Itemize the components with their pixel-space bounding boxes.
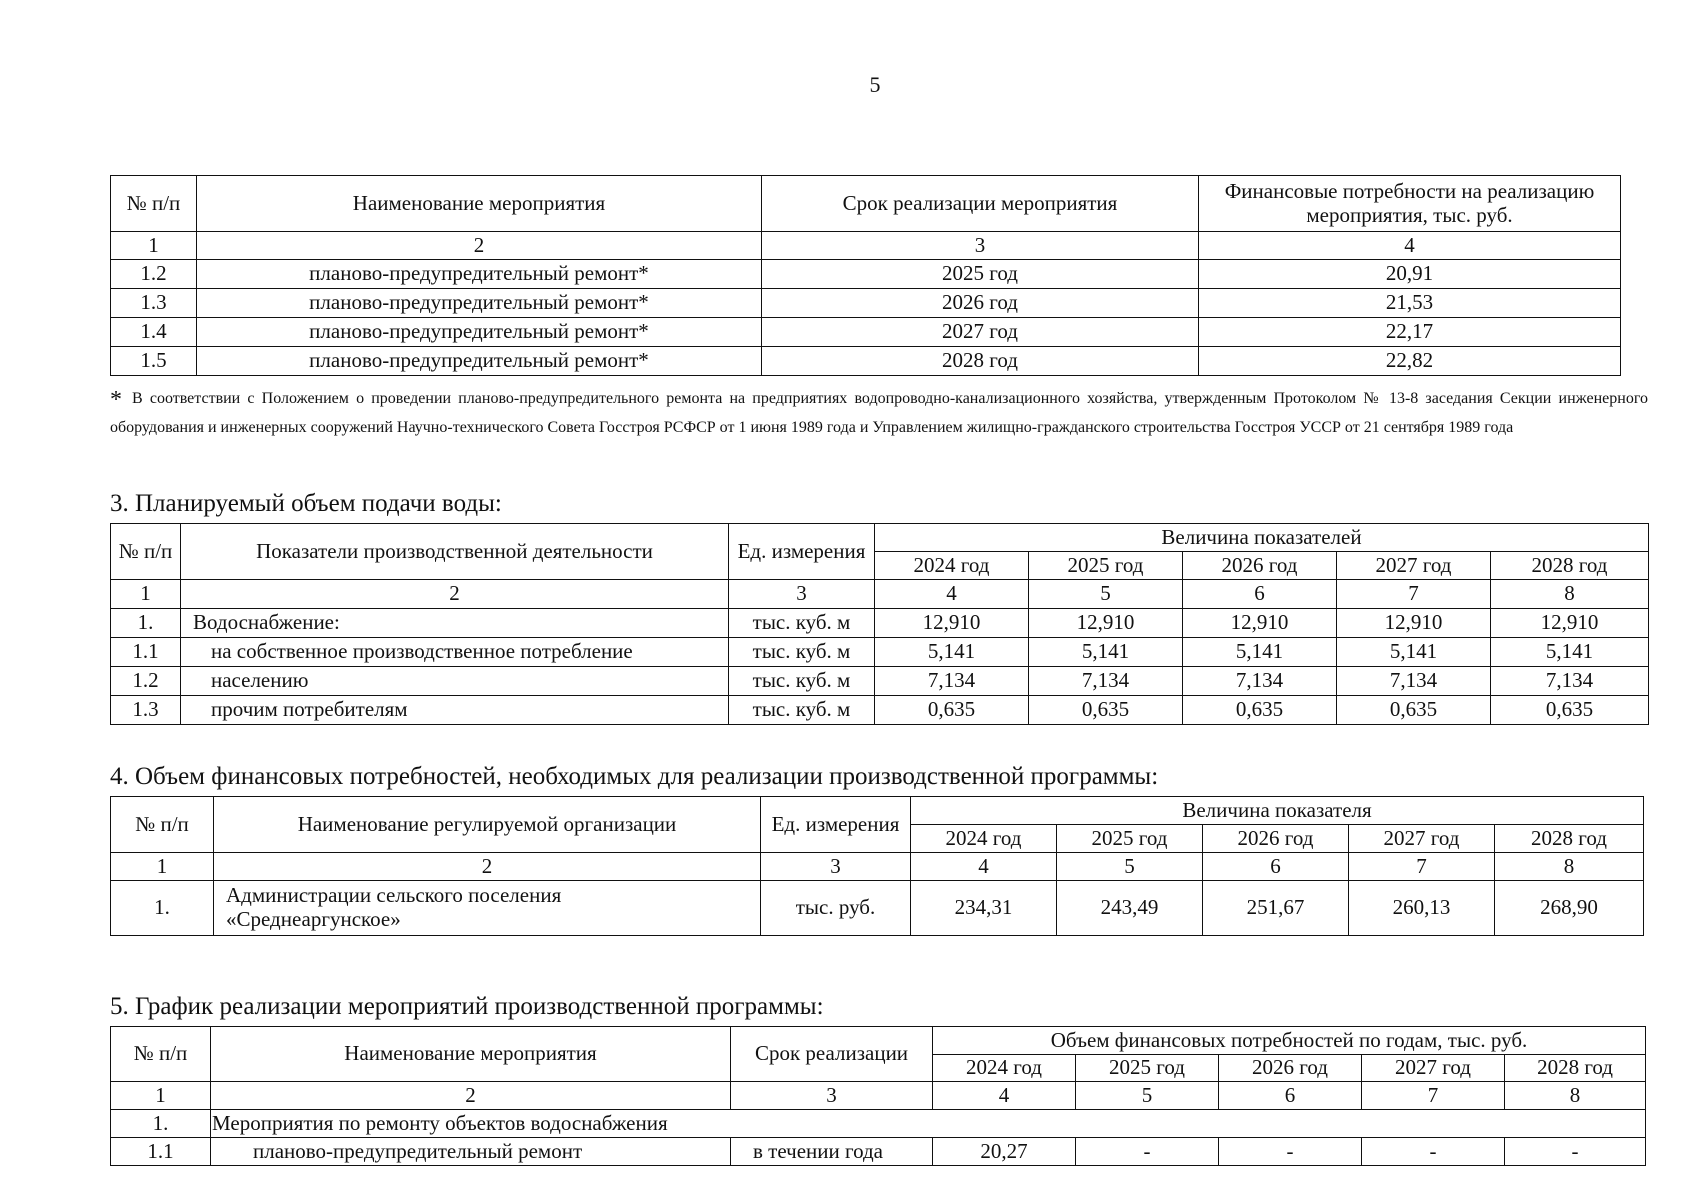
row-value: 12,910 <box>1183 609 1337 638</box>
row-group-name: Мероприятия по ремонту объектов водоснабжения <box>211 1110 1646 1138</box>
row-value: 5,141 <box>1029 638 1183 667</box>
col-number: 3 <box>731 1082 933 1110</box>
table-row <box>111 667 1649 696</box>
col-number: 2 <box>197 232 762 260</box>
row-num: 1.1 <box>111 638 181 667</box>
col-number: 3 <box>729 580 875 609</box>
footnote-star: * <box>110 387 122 413</box>
row-name: прочим потребителям <box>181 696 729 725</box>
table-row <box>111 696 1649 725</box>
table-row <box>111 609 1649 638</box>
col-header-period: Срок реализации мероприятия <box>762 176 1199 232</box>
col-header-year: 2028 год <box>1495 825 1644 853</box>
row-name: планово-предупредительный ремонт* <box>197 347 762 376</box>
row-value: - <box>1505 1138 1646 1166</box>
col-header-year: 2026 год <box>1219 1055 1362 1082</box>
row-value: 5,141 <box>1491 638 1649 667</box>
row-value: 0,635 <box>1337 696 1491 725</box>
col-number: 1 <box>111 853 214 881</box>
row-value: 22,82 <box>1199 347 1621 376</box>
row-num: 1.3 <box>111 696 181 725</box>
row-name: Водоснабжение: <box>181 609 729 638</box>
row-value: 21,53 <box>1199 289 1621 318</box>
col-number: 8 <box>1491 580 1649 609</box>
col-header-name: Наименование мероприятия <box>211 1027 731 1082</box>
row-value: 20,27 <box>933 1138 1076 1166</box>
row-value: - <box>1076 1138 1219 1166</box>
col-number: 3 <box>762 232 1199 260</box>
table-row <box>111 260 1621 289</box>
section-4-title: 4. Объем финансовых потребностей, необходимых для реализации производственной программы: <box>110 763 1159 790</box>
row-value: 22,17 <box>1199 318 1621 347</box>
row-value: 260,13 <box>1349 881 1495 936</box>
activities-table <box>110 175 1621 376</box>
row-value: - <box>1362 1138 1505 1166</box>
table-row <box>111 347 1621 376</box>
col-number: 2 <box>211 1082 731 1110</box>
row-name: планово-предупредительный ремонт <box>211 1138 731 1166</box>
col-number: 1 <box>111 1082 211 1110</box>
col-header-year: 2024 год <box>875 552 1029 580</box>
col-header-year: 2026 год <box>1183 552 1337 580</box>
row-name: планово-предупредительный ремонт* <box>197 289 762 318</box>
row-value: 0,635 <box>1491 696 1649 725</box>
col-header-year: 2028 год <box>1505 1055 1646 1082</box>
row-value: 12,910 <box>1337 609 1491 638</box>
row-num: 1.5 <box>111 347 197 376</box>
col-number: 7 <box>1349 853 1495 881</box>
row-unit: тыс. куб. м <box>729 609 875 638</box>
col-number: 5 <box>1057 853 1203 881</box>
col-number: 2 <box>181 580 729 609</box>
row-num: 1.3 <box>111 289 197 318</box>
col-number: 1 <box>111 580 181 609</box>
col-number: 4 <box>1199 232 1621 260</box>
col-header-num: № п/п <box>111 524 181 580</box>
row-num: 1.2 <box>111 260 197 289</box>
col-header-finance: Финансовые потребности на реализацию мероприятия, тыс. руб. <box>1199 176 1621 232</box>
row-name: планово-предупредительный ремонт* <box>197 260 762 289</box>
finance-table <box>110 796 1644 936</box>
col-header-year: 2027 год <box>1362 1055 1505 1082</box>
col-header-org: Наименование регулируемой организации <box>214 797 761 853</box>
footnote <box>110 385 1648 438</box>
row-name: населению <box>181 667 729 696</box>
col-number: 4 <box>875 580 1029 609</box>
row-value: 251,67 <box>1203 881 1349 936</box>
col-number: 7 <box>1362 1082 1505 1110</box>
section-3-title: 3. Планируемый объем подачи воды: <box>110 490 502 517</box>
col-header-year: 2027 год <box>1337 552 1491 580</box>
row-org: Администрации сельского поселения «Среднеаргунское» <box>214 881 761 936</box>
row-value: 5,141 <box>1337 638 1491 667</box>
row-value: 12,910 <box>1491 609 1649 638</box>
col-header-year: 2025 год <box>1057 825 1203 853</box>
water-supply-table <box>110 523 1649 725</box>
col-header-year: 2024 год <box>933 1055 1076 1082</box>
row-value: 12,910 <box>875 609 1029 638</box>
row-value: 12,910 <box>1029 609 1183 638</box>
row-value: 7,134 <box>1337 667 1491 696</box>
row-value: 234,31 <box>911 881 1057 936</box>
col-header-period: Срок реализации <box>731 1027 933 1082</box>
col-header-value-group: Объем финансовых потребностей по годам, тыс. руб. <box>933 1027 1646 1055</box>
table-row <box>111 289 1621 318</box>
row-unit: тыс. руб. <box>761 881 911 936</box>
col-header-year: 2028 год <box>1491 552 1649 580</box>
col-number: 5 <box>1029 580 1183 609</box>
table-group-row <box>111 1110 1646 1138</box>
row-period: 2026 год <box>762 289 1199 318</box>
row-value: 7,134 <box>875 667 1029 696</box>
row-num: 1.4 <box>111 318 197 347</box>
row-value: 5,141 <box>875 638 1029 667</box>
col-number: 8 <box>1495 853 1644 881</box>
col-header-indicator: Показатели производственной деятельности <box>181 524 729 580</box>
col-header-year: 2027 год <box>1349 825 1495 853</box>
col-number: 4 <box>911 853 1057 881</box>
row-value: 7,134 <box>1183 667 1337 696</box>
row-value: 243,49 <box>1057 881 1203 936</box>
col-header-num: № п/п <box>111 176 197 232</box>
table-row <box>111 1138 1646 1166</box>
row-unit: тыс. куб. м <box>729 667 875 696</box>
row-num: 1.2 <box>111 667 181 696</box>
row-value: 20,91 <box>1199 260 1621 289</box>
col-header-year: 2025 год <box>1076 1055 1219 1082</box>
col-number: 7 <box>1337 580 1491 609</box>
col-header-name: Наименование мероприятия <box>197 176 762 232</box>
row-name: на собственное производственное потребление <box>181 638 729 667</box>
row-num: 1.1 <box>111 1138 211 1166</box>
schedule-table <box>110 1026 1646 1166</box>
col-number: 5 <box>1076 1082 1219 1110</box>
row-value: 268,90 <box>1495 881 1644 936</box>
row-period: в течении года <box>731 1138 933 1166</box>
col-number: 6 <box>1183 580 1337 609</box>
col-number: 3 <box>761 853 911 881</box>
row-unit: тыс. куб. м <box>729 696 875 725</box>
row-value: 0,635 <box>1029 696 1183 725</box>
col-number: 1 <box>111 232 197 260</box>
col-header-year: 2025 год <box>1029 552 1183 580</box>
footnote-text: В соответствии с Положением о проведении планово-предупредительного ремонта на предприятиях водопроводно-канализационного хозяйства, утвержденным Протоколом № 13-8 заседания Секции инженерного оборудования и инженерных сооружений Научно-технического Совета Госстроя РСФСР от 1 июня 1989 года и Управлением жилищно-гражданского строительства Госстроя УССР от 21 сентября 1989 года <box>110 390 1648 436</box>
row-value: 0,635 <box>1183 696 1337 725</box>
row-value: 7,134 <box>1491 667 1649 696</box>
row-value: 7,134 <box>1029 667 1183 696</box>
col-header-unit: Ед. измерения <box>761 797 911 853</box>
row-value: - <box>1219 1138 1362 1166</box>
col-header-num: № п/п <box>111 797 214 853</box>
col-header-year: 2024 год <box>911 825 1057 853</box>
row-num: 1. <box>111 1110 211 1138</box>
row-value: 5,141 <box>1183 638 1337 667</box>
col-number: 8 <box>1505 1082 1646 1110</box>
page-number: 5 <box>869 72 881 97</box>
row-name: планово-предупредительный ремонт* <box>197 318 762 347</box>
col-number: 6 <box>1219 1082 1362 1110</box>
table-row <box>111 638 1649 667</box>
row-period: 2025 год <box>762 260 1199 289</box>
col-number: 6 <box>1203 853 1349 881</box>
row-unit: тыс. куб. м <box>729 638 875 667</box>
col-number: 4 <box>933 1082 1076 1110</box>
col-header-num: № п/п <box>111 1027 211 1082</box>
row-num: 1. <box>111 609 181 638</box>
col-header-value-group: Величина показателей <box>875 524 1649 552</box>
row-num: 1. <box>111 881 214 936</box>
row-value: 0,635 <box>875 696 1029 725</box>
section-5-title: 5. График реализации мероприятий производственной программы: <box>110 993 824 1020</box>
row-period: 2027 год <box>762 318 1199 347</box>
col-header-unit: Ед. измерения <box>729 524 875 580</box>
col-header-value-group: Величина показателя <box>911 797 1644 825</box>
table-row <box>111 881 1644 936</box>
col-header-year: 2026 год <box>1203 825 1349 853</box>
row-period: 2028 год <box>762 347 1199 376</box>
table-row <box>111 318 1621 347</box>
col-number: 2 <box>214 853 761 881</box>
